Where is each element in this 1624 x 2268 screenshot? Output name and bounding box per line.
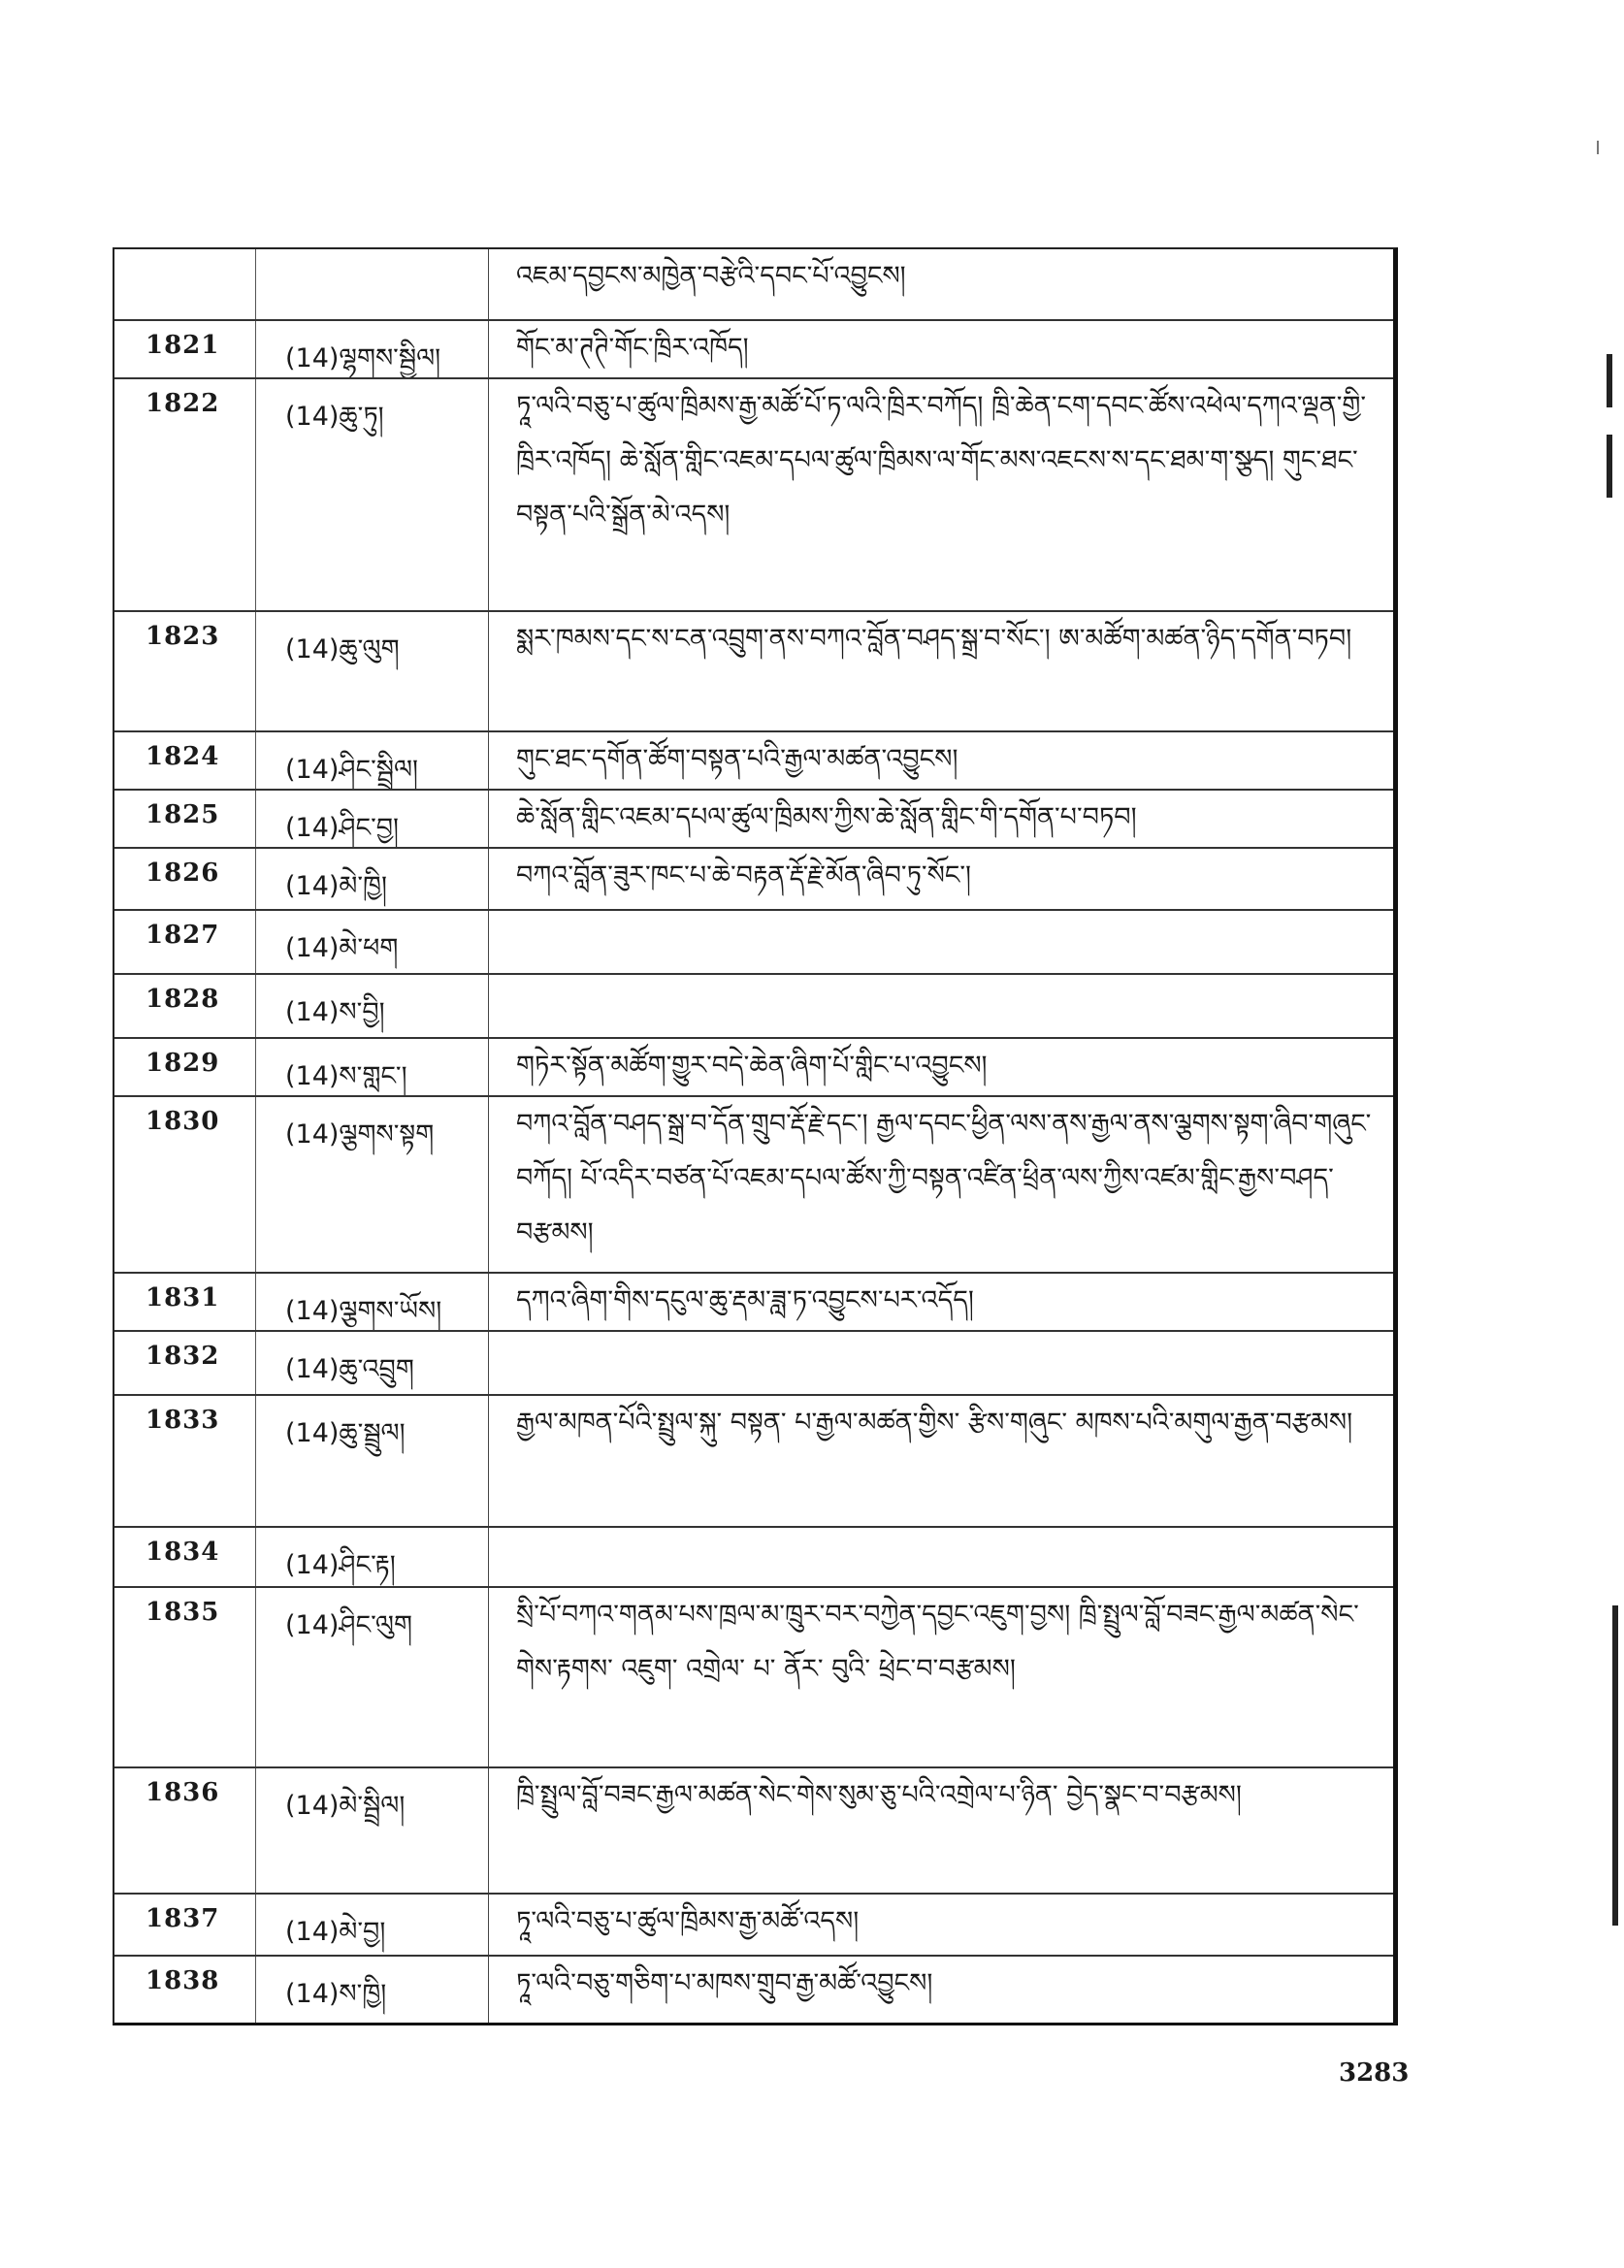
year-name-cell: (14)ས་བྱི། (256, 975, 489, 1037)
event-cell: རྒྱལ་མཁན་པོའི་སྤྲུལ་སྐུ་ བསྟན་ པ་རྒྱལ་མཚན་གྱིས་ རྩིས་གཞུང་ མཁས་པའི་མགུལ་རྒྱན་བརྩམས། (516, 1408, 1353, 1438)
year-name-cell: (14)ཆུ་འབྲུག (256, 1332, 489, 1394)
event-cell: གཏེར་སྟོན་མཚོག་གྱུར་བདེ་ཆེན་ཞིག་པོ་གླིང་པ་འབྱུངས། (516, 1051, 988, 1081)
year-name-cell: (14)མེ་བྱ། (256, 1895, 489, 1955)
table-row (114, 1528, 1393, 1588)
table-row (114, 1332, 1393, 1396)
year-name-cell: (14)ས་ཁྱི། (256, 1957, 489, 2023)
event-cell: ཏཱ་ལའི་བཅུ་པ་ཚུལ་ཁྲིམས་རྒྱ་མཚོ་པོ་ཏ་ལའི་ཁྲིར་བཀོད། ཁྲི་ཆེན་ངག་དབང་ཚོས་འཕེལ་དཀའ་ལྡན་གྱི་ཁྲིར་འཁོད། ཆེ་སློན་གླིང་འཇམ་དཔལ་ཚུལ་ཁྲིམས་ལ་གོང་མས་འཇངས་ས་དང་ཐམ་ག་སྩད། གུང་ཐང་བསྟན་པའི་སྒྲོན་མེ་འདས། (516, 391, 1367, 530)
year-name-cell: (14)ཤིང་སྦྲིལ། (256, 732, 489, 789)
year-name-cell: (14)ལྕགས་སྟག (256, 1097, 489, 1272)
year-name-cell: (14)ཤིང་རྟ། (256, 1528, 489, 1586)
year-cell: 1823 (114, 612, 256, 730)
year-name-cell (256, 249, 489, 319)
table-row (114, 1957, 1393, 2023)
scan-mark (1607, 354, 1612, 407)
table-row (114, 249, 1393, 321)
event-cell (489, 911, 1393, 973)
table-row (114, 1097, 1393, 1274)
year-cell: 1824 (114, 732, 256, 789)
year-cell: 1830 (114, 1097, 256, 1272)
year-name-cell: (14)ཤིང་ལུག (256, 1588, 489, 1766)
year-name-cell: (14)མེ་ཕག (256, 911, 489, 973)
event-cell: བཀའ་བློན་ཟུར་ཁང་པ་ཆེ་བརྟན་རྡོ་རྗེ་མོན་ཞིབ་ཏུ་སོང་། (516, 860, 972, 891)
event-cell: ཏཱ་ལའི་བཅུ་གཅིག་པ་མཁས་གྲུབ་རྒྱ་མཚོ་འབྱུངས། (516, 1968, 933, 1998)
table-row (114, 1274, 1393, 1332)
year-cell: 1827 (114, 911, 256, 973)
table-row (114, 1588, 1393, 1768)
year-cell: 1837 (114, 1895, 256, 1955)
page-number: 3283 (1339, 2058, 1410, 2088)
year-cell: 1834 (114, 1528, 256, 1586)
table-row (114, 612, 1393, 732)
event-cell: ཆེ་སློན་གླིང་འཇམ་དཔལ་ཚུལ་ཁྲིམས་ཀྱིས་ཆེ་སློན་གླིང་གི་དགོན་པ་བཏབ། (516, 802, 1137, 832)
year-name-cell: (14)ཆུ་ལུག (256, 612, 489, 730)
table-row (114, 975, 1393, 1039)
year-cell: 1838 (114, 1957, 256, 2023)
event-cell: བཀའ་བློན་བཤད་སྒྲ་བ་དོན་གྲུབ་རྡོ་རྗེ་དང་། རྒྱལ་དབང་ཕྱིན་ལས་ནས་རྒྱལ་ནས་ལྕགས་སྟག་ཞིབ་གཞུང་བཀོད། པོ་འདིར་བཙན་པོ་འཇམ་དཔལ་ཚོས་ཀྱི་བསྟན་འཛིན་ཕྲིན་ལས་ཀྱིས་འཛམ་གླིང་རྒྱས་བཤད་བརྩམས། (516, 1109, 1372, 1247)
event-cell (489, 1332, 1393, 1394)
year-cell: 1833 (114, 1396, 256, 1526)
event-cell: ཏཱ་ལའི་བཅུ་པ་ཚུལ་ཁྲིམས་རྒྱ་མཚོ་འདས། (516, 1906, 860, 1936)
year-name-cell: (14)ལྷགས་སྦྱིལ། (256, 321, 489, 377)
year-cell: 1829 (114, 1039, 256, 1095)
year-cell: 1828 (114, 975, 256, 1037)
year-name-cell: (14)ཤིང་བྱ། (256, 791, 489, 847)
event-cell (489, 1528, 1393, 1586)
year-cell: 1826 (114, 849, 256, 909)
event-cell: གོང་མ་ཊཊི་གོང་ཁྲིར་འཁོད། (516, 333, 749, 363)
chronology-table (113, 247, 1398, 2025)
year-cell: 1835 (114, 1588, 256, 1766)
year-name-cell: (14)མེ་སྦྲིལ། (256, 1768, 489, 1893)
year-cell: 1821 (114, 321, 256, 377)
scan-mark (1607, 435, 1612, 498)
year-name-cell: (14)ལྕགས་ཡོས། (256, 1274, 489, 1330)
table-row (114, 1039, 1393, 1097)
event-cell: ཁྲི་སྤྲུལ་བློ་བཟང་རྒྱལ་མཚན་སེང་གེས་སུམ་ཅུ་པའི་འགྲེལ་པ་ཉིན་ བྱེད་སྣང་བ་བརྩམས། (516, 1780, 1242, 1810)
year-cell: 1836 (114, 1768, 256, 1893)
year-name-cell: (14)ཆུ་སྦྲུལ། (256, 1396, 489, 1526)
table-row (114, 732, 1393, 791)
year-cell: 1822 (114, 379, 256, 610)
year-cell: 1831 (114, 1274, 256, 1330)
year-name-cell: (14)ཆུ་ཏུ། (256, 379, 489, 610)
event-cell: འཇམ་དབྱངས་མཁྱེན་བརྩེའི་དབང་པོ་འབྱུངས། (516, 261, 906, 291)
scan-mark (1597, 141, 1599, 154)
table-row (114, 379, 1393, 612)
table-row (114, 1768, 1393, 1895)
event-cell: སྲི་པོ་བཀའ་གནམ་པས་ཁྲལ་མ་ཁྲུར་བར་བཀྱེན་དབྱང་འཇུག་བྱས། ཁྲི་སྤྲུལ་བློ་བཟང་རྒྱལ་མཚན་སེང་གེས་རྟགས་ འཇུག་ འགྲེལ་ པ་ ནོར་ བུའི་ ཕྲེང་བ་བརྩམས། (516, 1600, 1359, 1684)
table-row (114, 849, 1393, 911)
year-name-cell: (14)ས་གླང་། (256, 1039, 489, 1095)
event-cell: དཀའ་ཞིག་གིས་དངུལ་ཆུ་རྡམ་ཟླ་ཏ་འབྱུངས་པར་འདོད། (516, 1285, 974, 1315)
year-name-cell: (14)མེ་ཁྱི། (256, 849, 489, 909)
table-row (114, 911, 1393, 975)
event-cell: གུང་ཐང་དགོན་ཚོག་བསྟན་པའི་རྒྱལ་མཚན་འབྱུངས། (516, 744, 958, 774)
year-cell: 1825 (114, 791, 256, 847)
table-row (114, 791, 1393, 849)
scan-mark (1612, 1605, 1618, 1926)
year-cell: 1832 (114, 1332, 256, 1394)
event-cell: སྨར་ཁམས་དང་ས་ངན་འབྲུག་ནས་བཀའ་བློན་བཤད་སྒྲ་བ་སོང་། ཨ་མཚོག་མཚན་ཉིད་དགོན་བཏབ། (516, 624, 1352, 654)
table-row (114, 1895, 1393, 1957)
table-row (114, 321, 1393, 379)
year-cell (114, 249, 256, 319)
event-cell (489, 975, 1393, 1037)
table-row (114, 1396, 1393, 1528)
